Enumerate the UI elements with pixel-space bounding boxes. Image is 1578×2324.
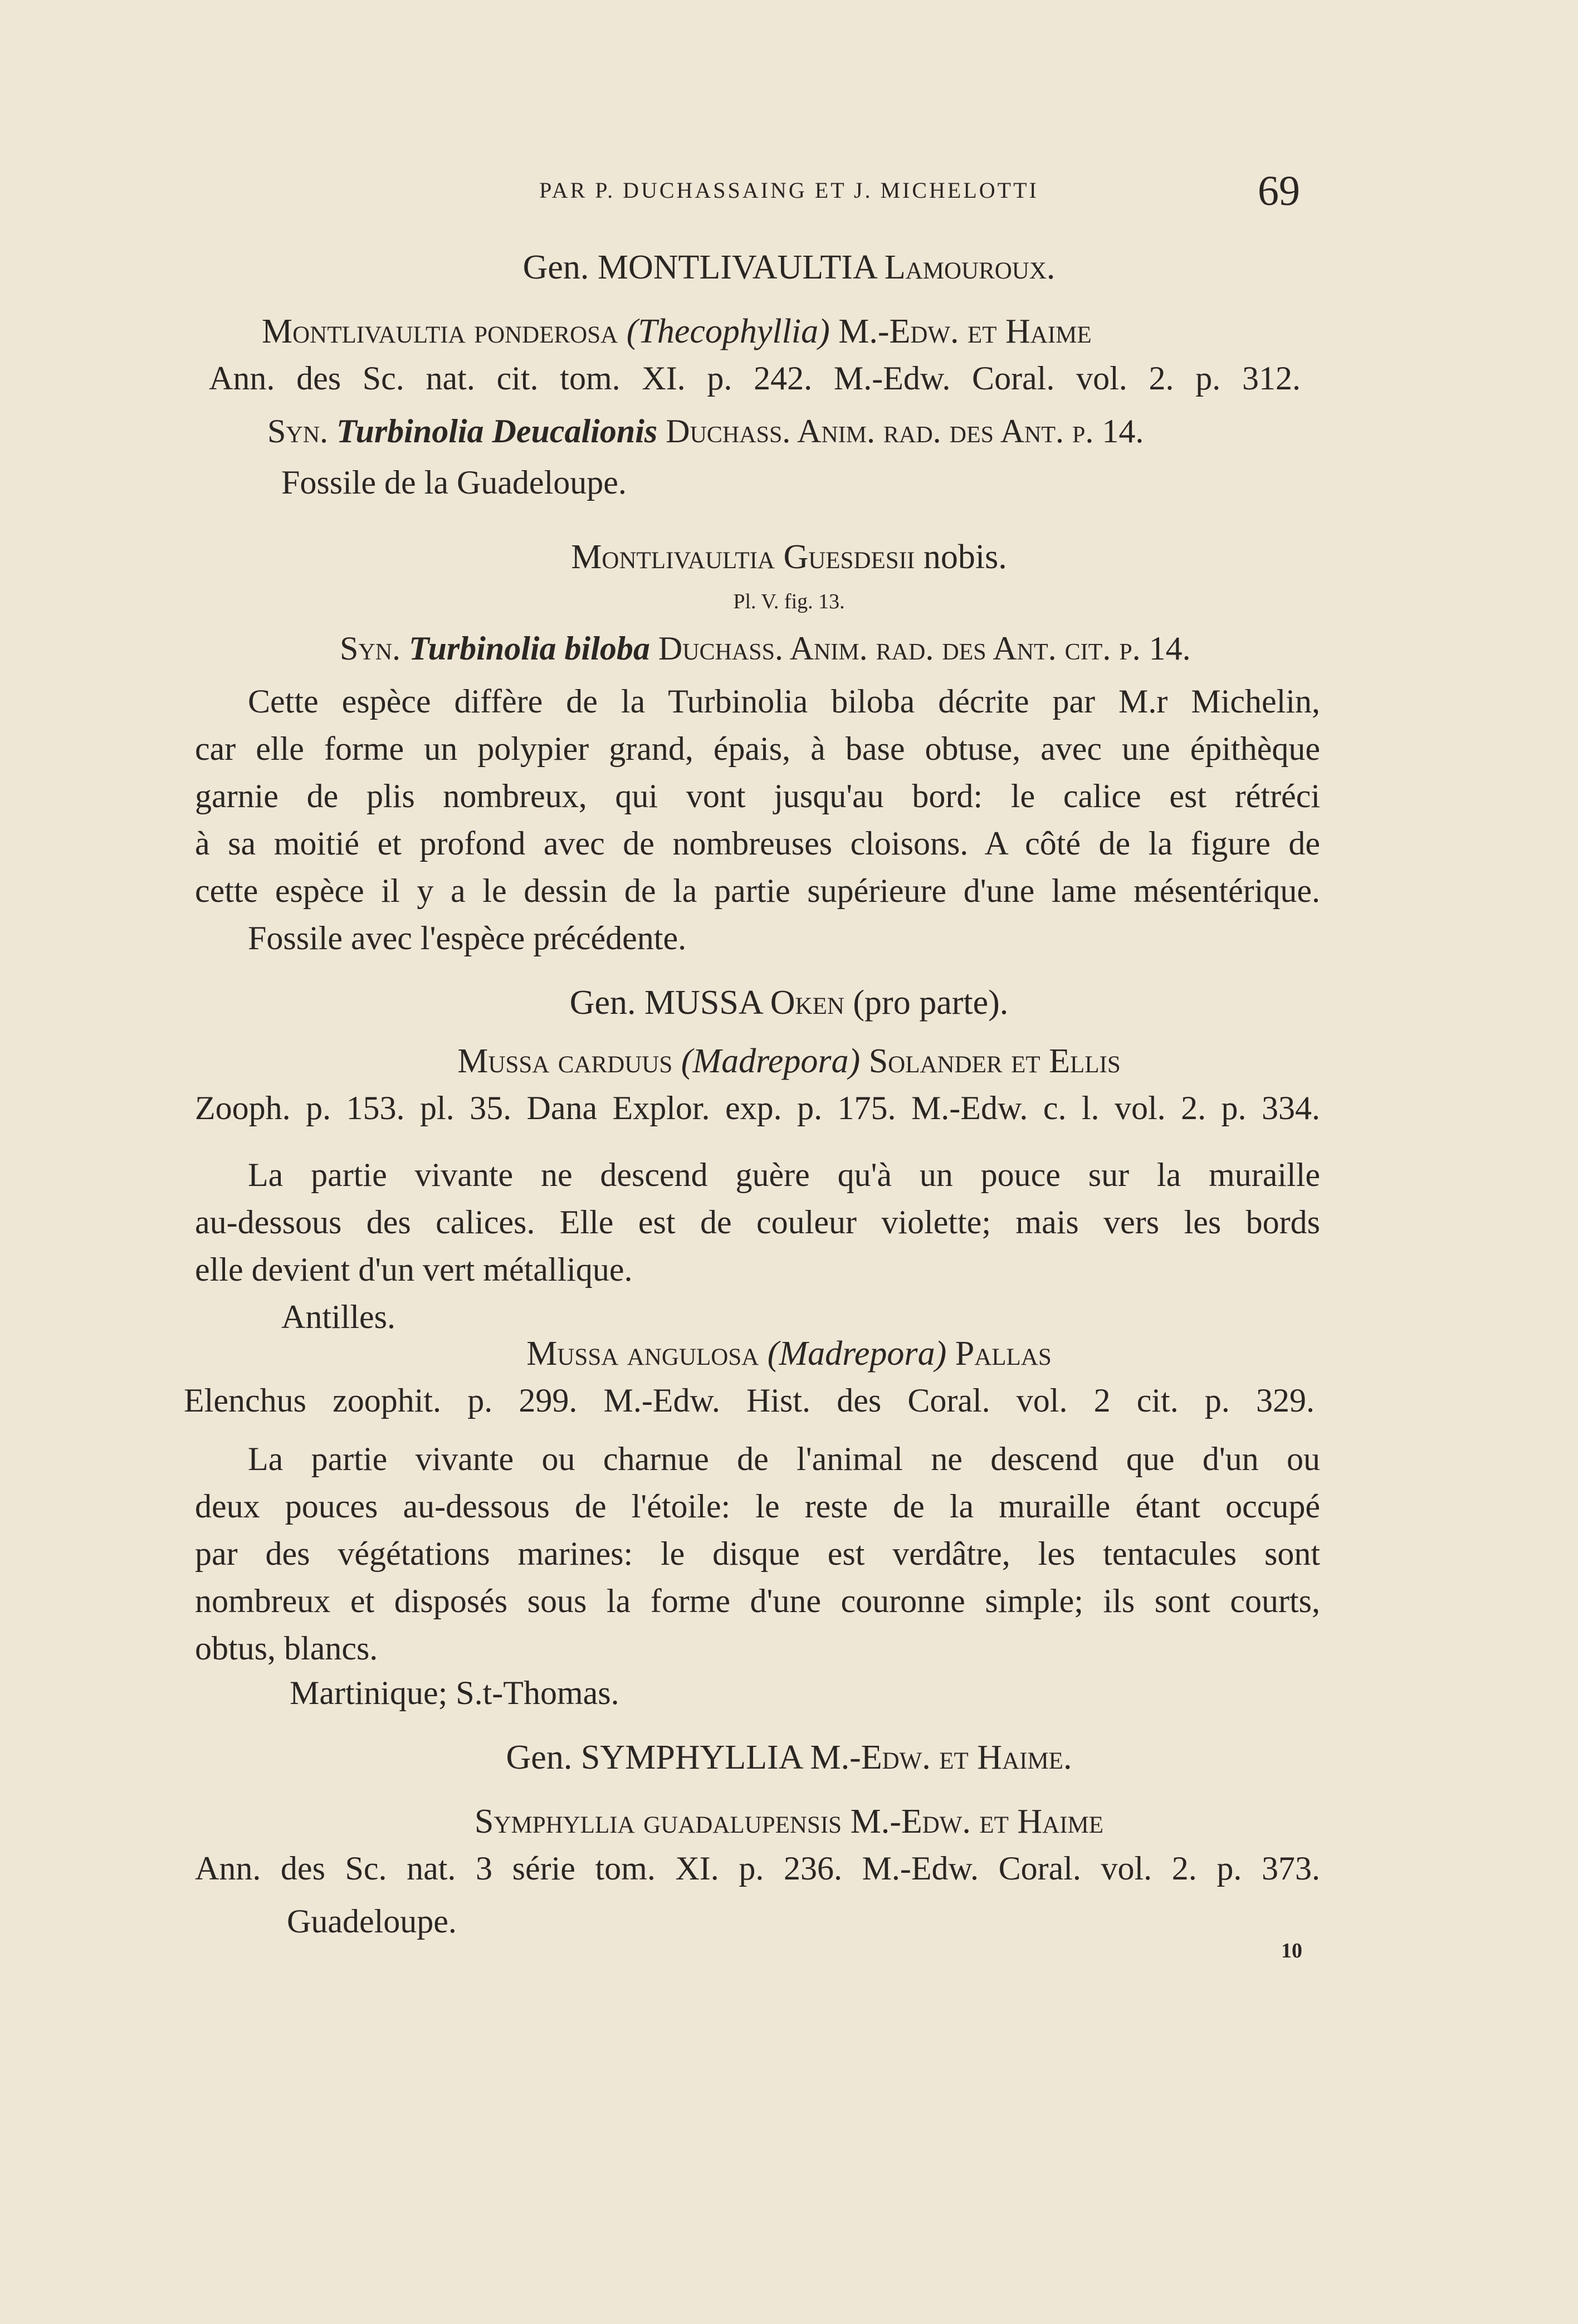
description-line-last: elle devient d'un vert métallique. <box>195 1251 633 1288</box>
species-author: Solander et Ellis <box>868 1042 1121 1080</box>
description-line: Cette espèce diffère de la Turbinolia biloba décrite par M.r Michelin, <box>248 683 1320 720</box>
species-author: Pallas <box>955 1335 1052 1373</box>
description-line: La partie vivante ne descend guère qu'à un pouce sur la muraille <box>248 1156 1320 1193</box>
locality: Guadeloupe. <box>287 1903 457 1940</box>
description-line-last: obtus, blancs. <box>195 1630 378 1667</box>
plate-reference: Pl. V. fig. 13. <box>733 590 845 613</box>
reference-line: Zooph. p. 153. pl. 35. Dana Explor. exp. p. 175. M.-Edw. c. l. vol. 2. p. 334. <box>195 1090 1320 1126</box>
description-line: au-dessous des calices. Elle est de couleur violette; mais vers les bords <box>195 1204 1320 1241</box>
reference-line: Elenchus zoophit. p. 299. M.-Edw. Hist. des Coral. vol. 2 cit. p. 329. <box>184 1382 1315 1419</box>
syn-name: Turbinolia biloba <box>409 630 650 667</box>
reference-line: Ann. des Sc. nat. 3 série tom. XI. p. 236. M.-Edw. Coral. vol. 2. p. 373. <box>195 1850 1320 1887</box>
species-heading-carduus <box>0 1042 1578 1081</box>
description-line: car elle forme un polypier grand, épais, à base obtuse, avec une épithèque <box>195 730 1320 767</box>
species-author: M.-Edw. et Haime <box>850 1803 1104 1840</box>
description-line: par des végétations marines: le disque est verdâtre, les tentacules sont <box>195 1535 1320 1572</box>
page-number: 69 <box>1258 168 1300 214</box>
locality: Martinique; S.t-Thomas. <box>290 1674 619 1711</box>
syn-label: Syn. <box>267 413 329 450</box>
description-line: La partie vivante ou charnue de l'animal ne descend que d'un ou <box>248 1441 1320 1477</box>
genus-heading-symphyllia <box>0 1738 1578 1778</box>
locality: Antilles. <box>281 1298 395 1335</box>
subgenus: (Madrepora) <box>681 1042 861 1080</box>
locality: Fossile de la Guadeloupe. <box>281 464 627 501</box>
species-heading-guesdesii <box>0 538 1578 577</box>
description-line: à sa moitié et profond avec de nombreuses cloisons. A côté de la figure de <box>195 825 1320 862</box>
species-heading-guadalupensis <box>0 1802 1578 1842</box>
description-line: garnie de plis nombreux, qui vont jusqu'au bord: le calice est rétréci <box>195 778 1320 814</box>
species-heading-ponderosa <box>262 312 1092 351</box>
genus-title: Gen. MUSSA <box>569 984 762 1022</box>
species-name: Montlivaultia Guesdesii <box>571 538 915 576</box>
syn-reference: Duchass. Anim. rad. des Ant. p. 14. <box>666 413 1144 450</box>
species-name: Mussa angulosa <box>526 1335 759 1373</box>
genus-title: Gen. MONTLIVAULTIA <box>522 248 876 286</box>
genus-title: Gen. SYMPHYLLIA <box>506 1739 802 1776</box>
genus-heading-mussa <box>0 983 1578 1023</box>
genus-heading-montlivaultia <box>0 248 1578 287</box>
genus-author: Lamouroux. <box>884 248 1056 286</box>
synonym-line <box>340 629 1191 668</box>
locality: Fossile avec l'espèce précédente. <box>248 920 687 956</box>
syn-reference: Duchass. Anim. rad. des Ant. cit. p. 14. <box>658 630 1191 667</box>
reference-line: Ann. des Sc. nat. cit. tom. XI. p. 242. M.-Edw. Coral. vol. 2. p. 312. <box>209 360 1301 397</box>
description-line: cette espèce il y a le dessin de la partie supérieure d'une lame mésentérique. <box>195 872 1320 909</box>
species-name: Symphyllia guadalupensis <box>474 1803 842 1840</box>
subgenus: (Thecophyllia) <box>626 313 830 350</box>
syn-name: Turbinolia Deucalionis <box>336 413 658 450</box>
species-heading-angulosa <box>0 1334 1578 1374</box>
description-line: deux pouces au-dessous de l'étoile: le reste de la muraille étant occupé <box>195 1488 1320 1525</box>
description-line: nombreux et disposés sous la forme d'une couronne simple; ils sont courts, <box>195 1583 1320 1619</box>
species-name: Montlivaultia ponderosa <box>262 313 618 350</box>
genus-author: M.-Edw. et Haime. <box>810 1739 1072 1776</box>
species-author: nobis. <box>923 538 1007 576</box>
subgenus: (Madrepora) <box>767 1335 947 1373</box>
syn-label: Syn. <box>340 630 401 667</box>
synonym-line <box>267 412 1144 451</box>
genus-note: (pro parte). <box>853 984 1009 1022</box>
species-author: M.-Edw. et Haime <box>838 313 1092 350</box>
species-name: Mussa carduus <box>457 1042 673 1080</box>
running-head: PAR P. DUCHASSAING ET J. MICHELOTTI <box>539 178 1039 203</box>
signature-mark: 10 <box>1281 1939 1302 1962</box>
genus-author: Oken <box>770 984 844 1022</box>
